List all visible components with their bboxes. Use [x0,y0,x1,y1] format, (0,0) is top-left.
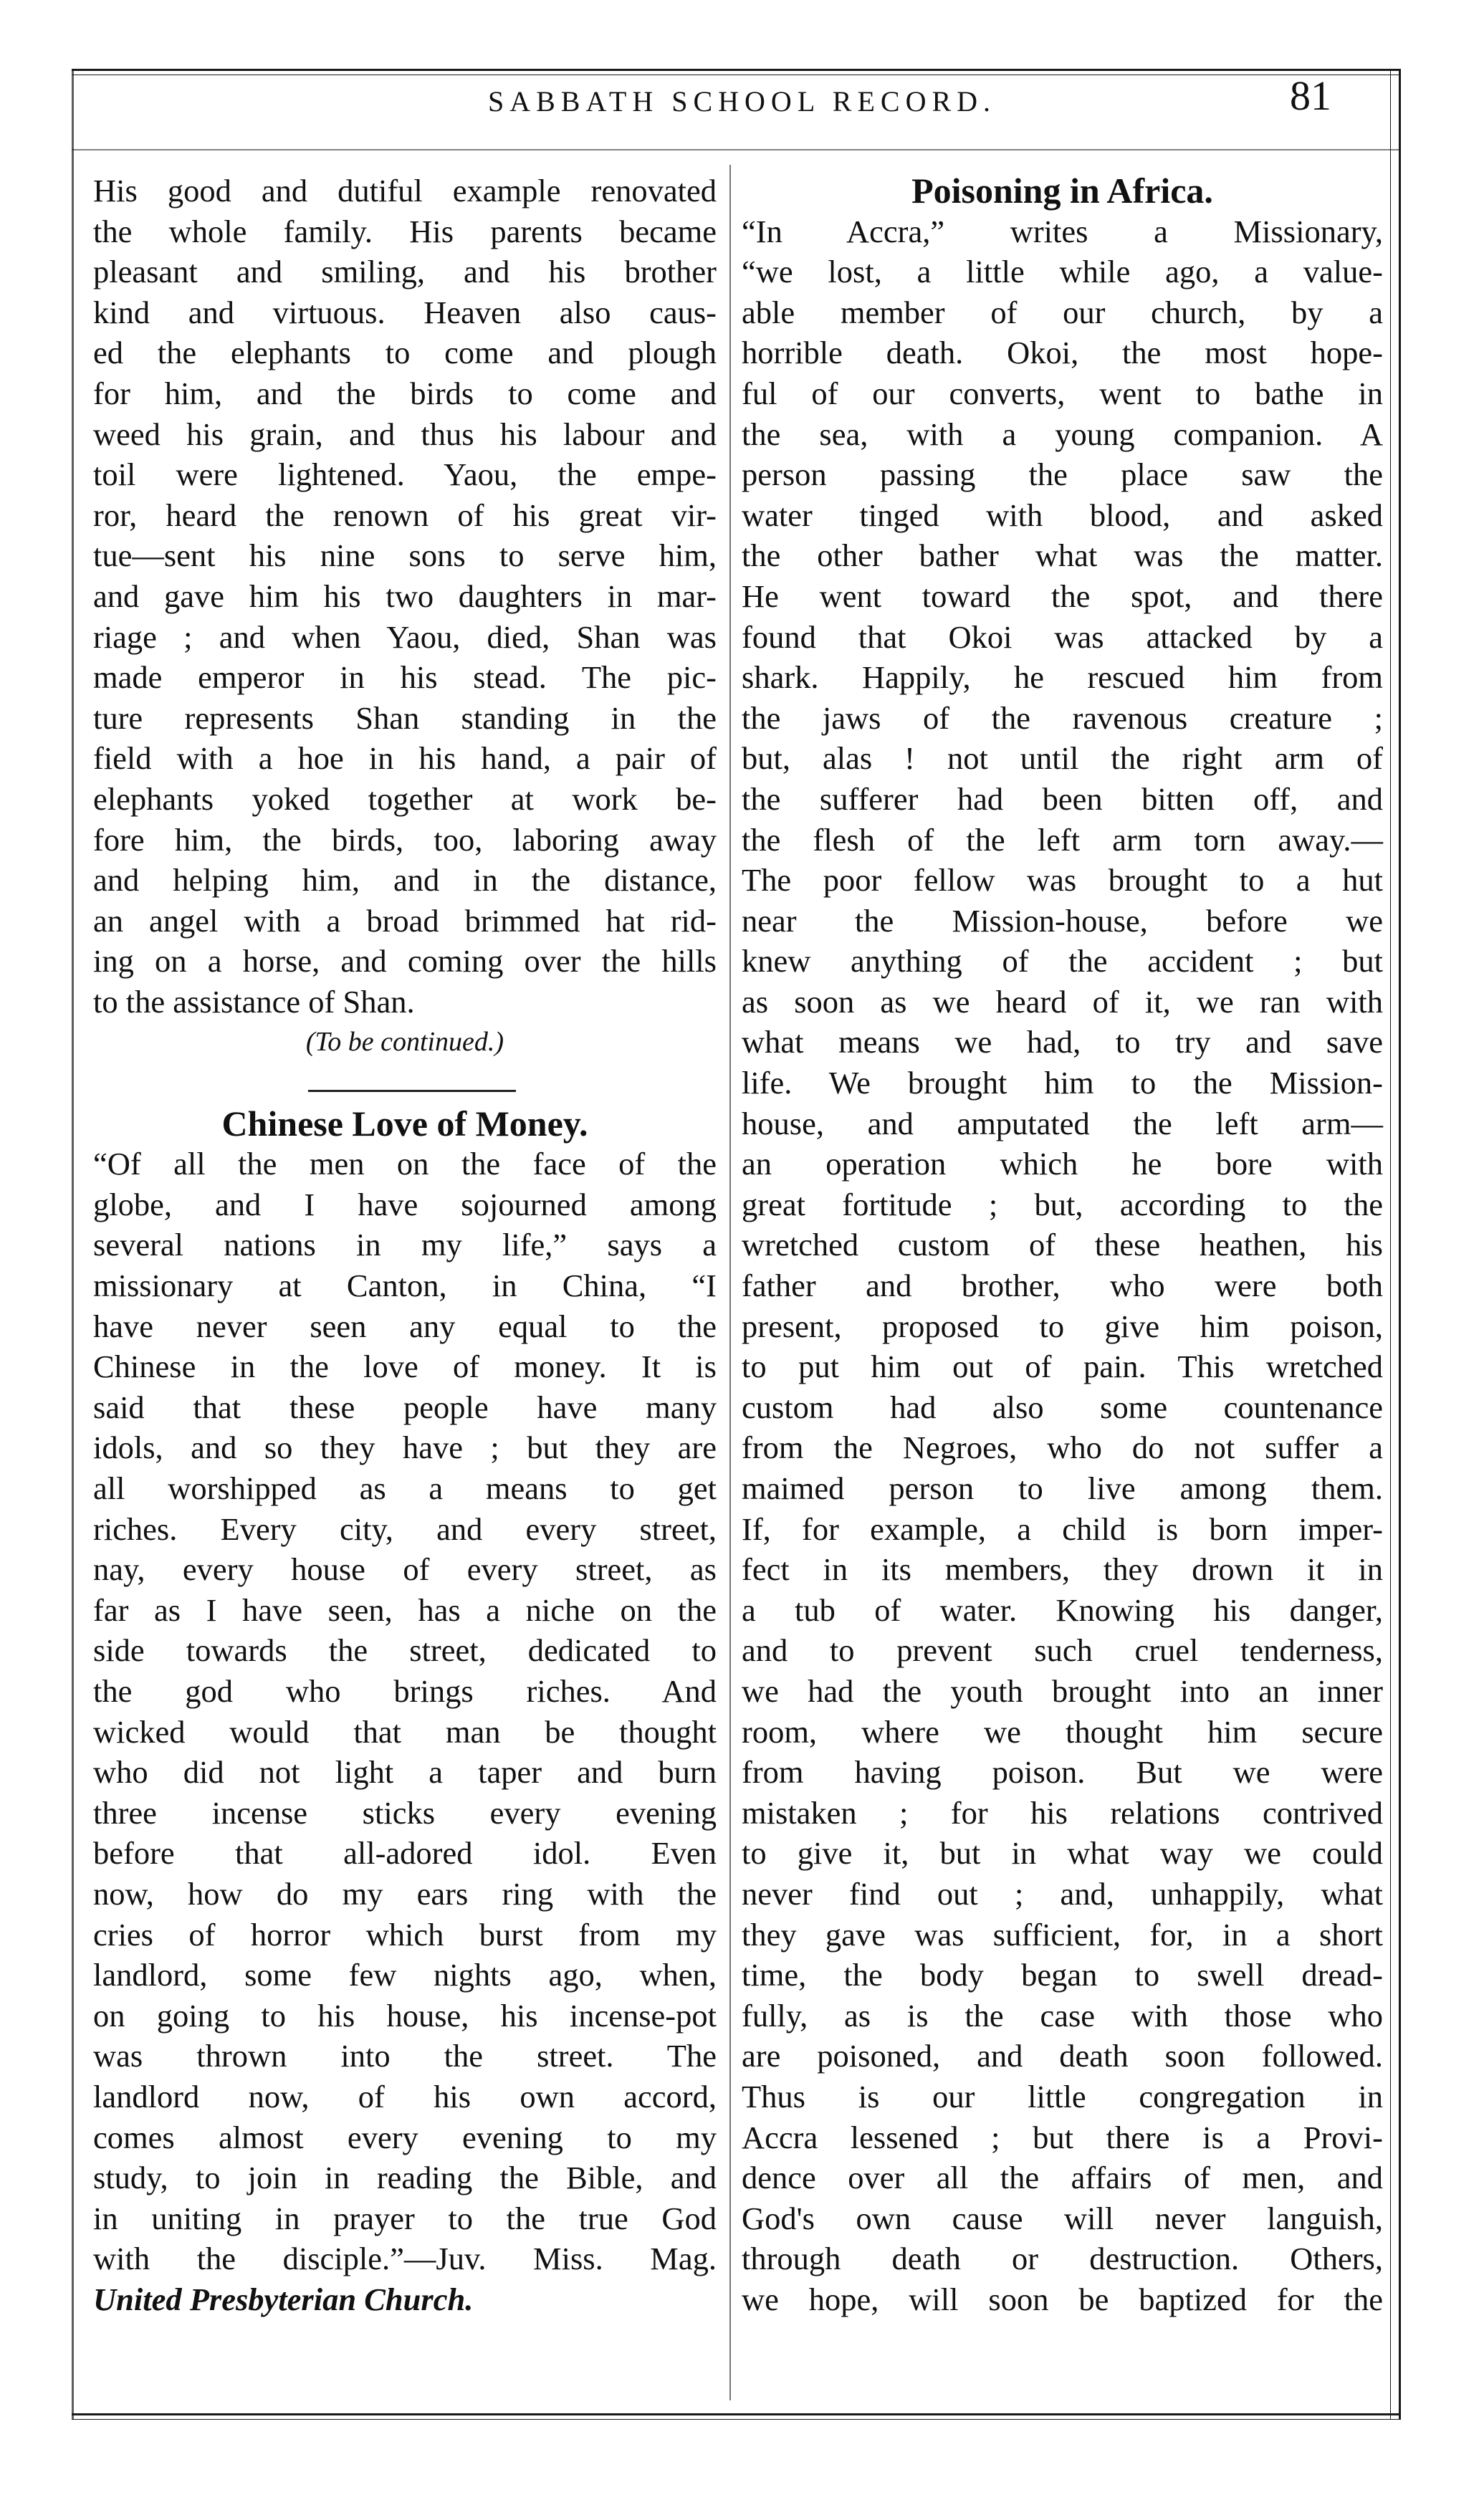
text-line: landlord now, of his own accord, [93,2078,717,2114]
text-line: the whole family. His parents became [93,213,717,249]
text-line: life. We brought him to the Mission- [742,1065,1383,1101]
text-line: are poisoned, and death soon followed. [742,2038,1383,2074]
text-line: ing on a horse, and coming over the hills [93,943,717,980]
text-line: comes almost every evening to my [93,2119,717,2155]
text-line: was thrown into the street. The [93,2038,717,2074]
text-line: person passing the place saw the [742,456,1383,493]
text-line: able member of our church, by a [742,294,1383,330]
text-line: the sufferer had been bitten off, and [742,780,1383,817]
text-line: father and brother, who were both [742,1268,1383,1304]
text-line: to the assistance of Shan. [93,983,415,1020]
text-line: water tinged with blood, and asked [742,497,1383,533]
text-line: dence over all the affairs of men, and [742,2160,1383,2196]
continued-story [93,171,717,1022]
text-line: maimed person to live among them. [742,1470,1383,1506]
text-line: present, proposed to give him poison, [742,1308,1383,1344]
text-line: the other bather what was the matter. [742,537,1383,574]
text-line: the god who brings riches. And [93,1672,717,1709]
text-line: He went toward the spot, and there [742,578,1383,614]
article-body-poisoning-in-africa [742,211,1383,2320]
text-line: nay, every house of every street, as [93,1551,717,1588]
section-separator [93,1063,717,1103]
text-line: knew anything of the accident ; but [742,943,1383,980]
text-line: riage ; and when Yaou, died, Shan was [93,618,717,655]
text-line: fully, as is the case with those who [742,1997,1383,2034]
text-line: landlord, some few nights ago, when, [93,1957,717,1993]
bottom-rule [72,2413,1401,2415]
text-line: and gave him his two daughters in mar- [93,578,717,614]
text-line: to give it, but in what way we could [742,1835,1383,1872]
left-column [93,171,717,2319]
text-line: for him, and the birds to come and [93,375,717,411]
text-line: and to prevent such cruel tenderness, [742,1632,1383,1669]
text-line: globe, and I have sojourned among [93,1186,717,1222]
left-border [72,69,74,2419]
running-header: SABBATH SCHOOL RECORD. [487,85,997,118]
text-line: from the Negroes, who do not suffer a [742,1429,1383,1466]
right-border [1399,69,1401,2419]
text-line: “Of all the men on the face of the [93,1146,717,1182]
header-underline [72,149,1401,150]
text-line: what means we had, to try and save [742,1024,1383,1060]
text-line: near the Mission-house, before we [742,902,1383,939]
text-line: we hope, will soon be baptized for the [742,2281,1383,2317]
text-line: the flesh of the left arm torn away.— [742,821,1383,858]
text-line: ror, heard the renown of his great vir- [93,497,717,533]
text-line: made emperor in his stead. The pic- [93,659,717,696]
text-line: wicked would that man be thought [93,1713,717,1750]
text-line: with the disciple.”—Juv. Miss. Mag. [93,2241,717,2277]
text-line: shark. Happily, he rescued him from [742,659,1383,696]
text-line: house, and amputated the left arm— [742,1105,1383,1141]
text-line: horrible death. Okoi, the most hope- [742,335,1383,371]
text-line: The poor fellow was brought to a hut [742,862,1383,899]
text-line: riches. Every city, and every street, [93,1510,717,1547]
right-column [742,171,1383,2319]
article-title-poisoning-in-africa: Poisoning in Africa. [911,171,1213,211]
text-line: pleasant and smiling, and his brother [93,254,717,290]
article-body-chinese-love-of-money [93,1144,717,2279]
text-line: all worshipped as a means to get [93,1470,717,1506]
text-line: tue—sent his nine sons to serve him, [93,537,717,574]
text-line: “we lost, a little while ago, a value- [742,254,1383,290]
text-line: kind and virtuous. Heaven also caus- [93,294,717,330]
text-line: ed the elephants to come and plough [93,335,717,371]
text-line: ture represents Shan standing in the [93,699,717,736]
text-line: we had the youth brought into an inner [742,1672,1383,1709]
text-line: the sea, with a young companion. A [742,416,1383,452]
text-line: now, how do my ears ring with the [93,1875,717,1912]
bottom-rule-thin [72,2419,1401,2420]
text-line: field with a hoe in his hand, a pair of [93,740,717,777]
text-line: found that Okoi was attacked by a [742,618,1383,655]
text-line: an operation which he bore with [742,1146,1383,1182]
text-line: wretched custom of these heathen, his [742,1227,1383,1263]
text-line: His good and dutiful example renovated [93,173,717,209]
text-line: from having poison. But we were [742,1754,1383,1791]
text-line: God's own cause will never languish, [742,2200,1383,2236]
text-line: and helping him, and in the distance, [93,862,717,899]
text-line: study, to join in reading the Bible, and [93,2160,717,2196]
article-title-chinese-love-of-money: Chinese Love of Money. [221,1103,588,1144]
text-line: side towards the street, dedicated to [93,1632,717,1669]
text-line: a tub of water. Knowing his danger, [742,1591,1383,1628]
text-line: Chinese in the love of money. It is [93,1349,717,1385]
text-line: on going to his house, his incense-pot [93,1997,717,2034]
text-line: mistaken ; for his relations contrived [742,1794,1383,1831]
text-line: toil were lightened. Yaou, the empe- [93,456,717,493]
text-line: have never seen any equal to the [93,1308,717,1344]
text-line: Thus is our little congregation in [742,2078,1383,2114]
text-line: custom had also some countenance [742,1389,1383,1425]
text-line: weed his grain, and thus his labour and [93,416,717,452]
text-line: several nations in my life,” says a [93,1227,717,1263]
text-line: time, the body began to swell dread- [742,1957,1383,1993]
text-line: three incense sticks every evening [93,1794,717,1831]
text-line: elephants yoked together at work be- [93,780,717,817]
text-line: far as I have seen, has a niche on the [93,1591,717,1628]
text-line: ful of our converts, went to bathe in [742,375,1383,411]
text-line: an angel with a broad brimmed hat rid- [93,902,717,939]
text-line: If, for example, a child is born imper- [742,1510,1383,1547]
text-line: cries of horror which burst from my [93,1916,717,1953]
column-divider [729,165,731,2400]
text-line: never find out ; and, unhappily, what [742,1875,1383,1912]
text-line: they gave was sufficient, for, in a short [742,1916,1383,1953]
text-line: idols, and so they have ; but they are [93,1429,717,1466]
text-line: Accra lessened ; but there is a Provi- [742,2119,1383,2155]
text-line: fore him, the birds, too, laboring away [93,821,717,858]
text-line: through death or destruction. Others, [742,2241,1383,2277]
text-line: “In Accra,” writes a Missionary, [742,213,1383,249]
text-line: to put him out of pain. This wretched [742,1349,1383,1385]
page-number: 81 [1290,72,1331,119]
text-line: said that these people have many [93,1389,717,1425]
article-signature: United Presbyterian Church. [93,2281,474,2317]
text-line: before that all-adored idol. Even [93,1835,717,1872]
text-line: missionary at Canton, in China, “I [93,1268,717,1304]
text-line: fect in its members, they drown it in [742,1551,1383,1588]
right-border-inner [1390,69,1391,2419]
text-line: room, where we thought him secure [742,1713,1383,1750]
text-line: great fortitude ; but, according to the [742,1186,1383,1222]
text-line: who did not light a taper and burn [93,1754,717,1791]
text-line: but, alas ! not until the right arm of [742,740,1383,777]
top-rule [72,69,1401,71]
text-line: as soon as we heard of it, we ran with [742,983,1383,1020]
to-be-continued-note: (To be continued.) [305,1027,504,1058]
text-line: the jaws of the ravenous creature ; [742,699,1383,736]
text-line: in uniting in prayer to the true God [93,2200,717,2236]
